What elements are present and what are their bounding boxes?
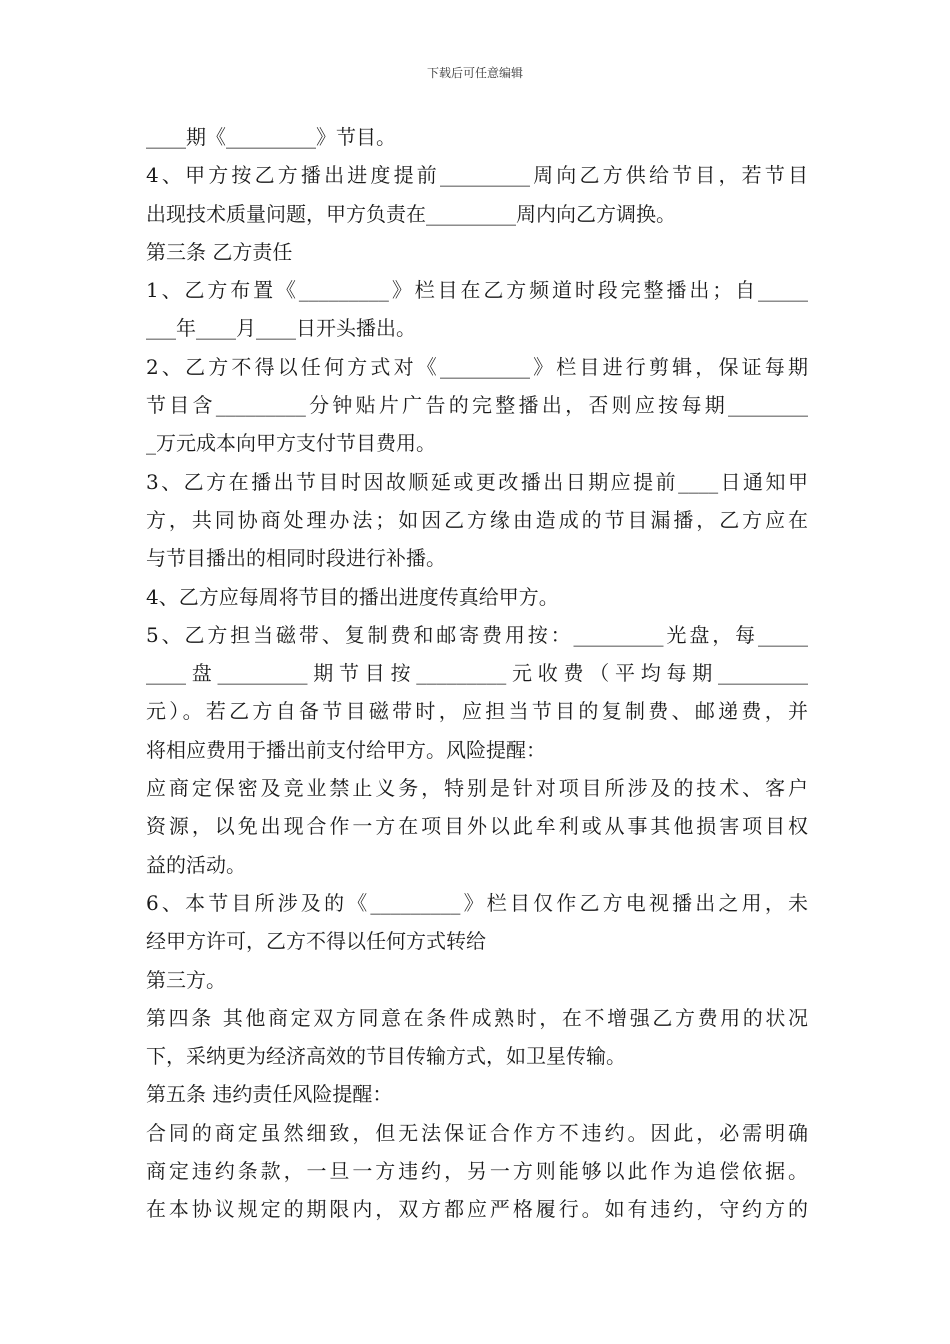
text-line: 5、乙方担当磁带、复制费和邮寄费用按：_________光盘，每_____ [146,622,808,647]
text-line: 2、乙方不得以任何方式对《_________》栏目进行剪辑，保证每期 [146,354,808,379]
text-line: 元）。若乙方自备节目磁带时，应担当节目的复制费、邮递费，并 [146,699,808,724]
text-line: 益的活动。 [146,852,246,877]
text-line: 1、乙方布置《_________》栏目在乙方频道时段完整播出；自_____ [146,278,808,303]
page-header: 下载后可任意编辑 [426,66,523,80]
text-line: 经甲方许可，乙方不得以任何方式转给 [146,929,486,954]
document-body [146,118,808,1229]
text-line: 将相应费用于播出前支付给甲方。风险提醒： [146,737,546,762]
text-line: 4、乙方应每周将节目的播出进度传真给甲方。 [146,584,559,609]
text-line: ___年____月____日开头播出。 [146,316,416,341]
text-line: 与节目播出的相同时段进行补播。 [146,546,446,571]
text-line: 第三方。 [146,967,226,992]
text-line: 应商定保密及竞业禁止义务，特别是针对项目所涉及的技术、客户 [146,776,808,801]
text-line: 4、甲方按乙方播出进度提前_________周向乙方供给节目，若节目 [146,163,808,188]
text-line: 方，共同协商处理办法；如因乙方缘由造成的节目漏播，乙方应在 [146,507,808,532]
text-line: _万元成本向甲方支付节目费用。 [146,431,436,456]
text-line: 资源，以免出现合作一方在项目外以此牟利或从事其他损害项目权 [146,814,808,839]
text-line: 下，采纳更为经济高效的节目传输方式，如卫星传输。 [146,1044,626,1069]
text-line: 商定违约条款，一旦一方违约，另一方则能够以此作为追偿依据。 [146,1159,808,1184]
text-line: 第五条 违约责任风险提醒： [146,1082,393,1107]
text-line: 6、本节目所涉及的《_________》栏目仅作乙方电视播出之用，未 [146,890,808,915]
text-line: 在本协议规定的期限内，双方都应严格履行。如有违约，守约方的 [146,1197,808,1222]
text-line: 第三条 乙方责任 [146,239,293,264]
text-line: ____期《_________》节目。 [146,125,396,149]
text-line: 第四条 其他商定双方同意在条件成熟时，在不增强乙方费用的状况 [146,1005,808,1030]
text-line: ____盘_________期节目按_________元收费（平均每期_________ [146,661,808,686]
text-line: 3、乙方在播出节目时因故顺延或更改播出日期应提前____日通知甲 [146,469,808,494]
text-line: 合同的商定虽然细致，但无法保证合作方不违约。因此，必需明确 [146,1120,808,1145]
text-line: 出现技术质量问题，甲方负责在_________周内向乙方调换。 [146,201,676,226]
text-line: 节目含_________分钟贴片广告的完整播出，否则应按每期________ [146,393,808,418]
